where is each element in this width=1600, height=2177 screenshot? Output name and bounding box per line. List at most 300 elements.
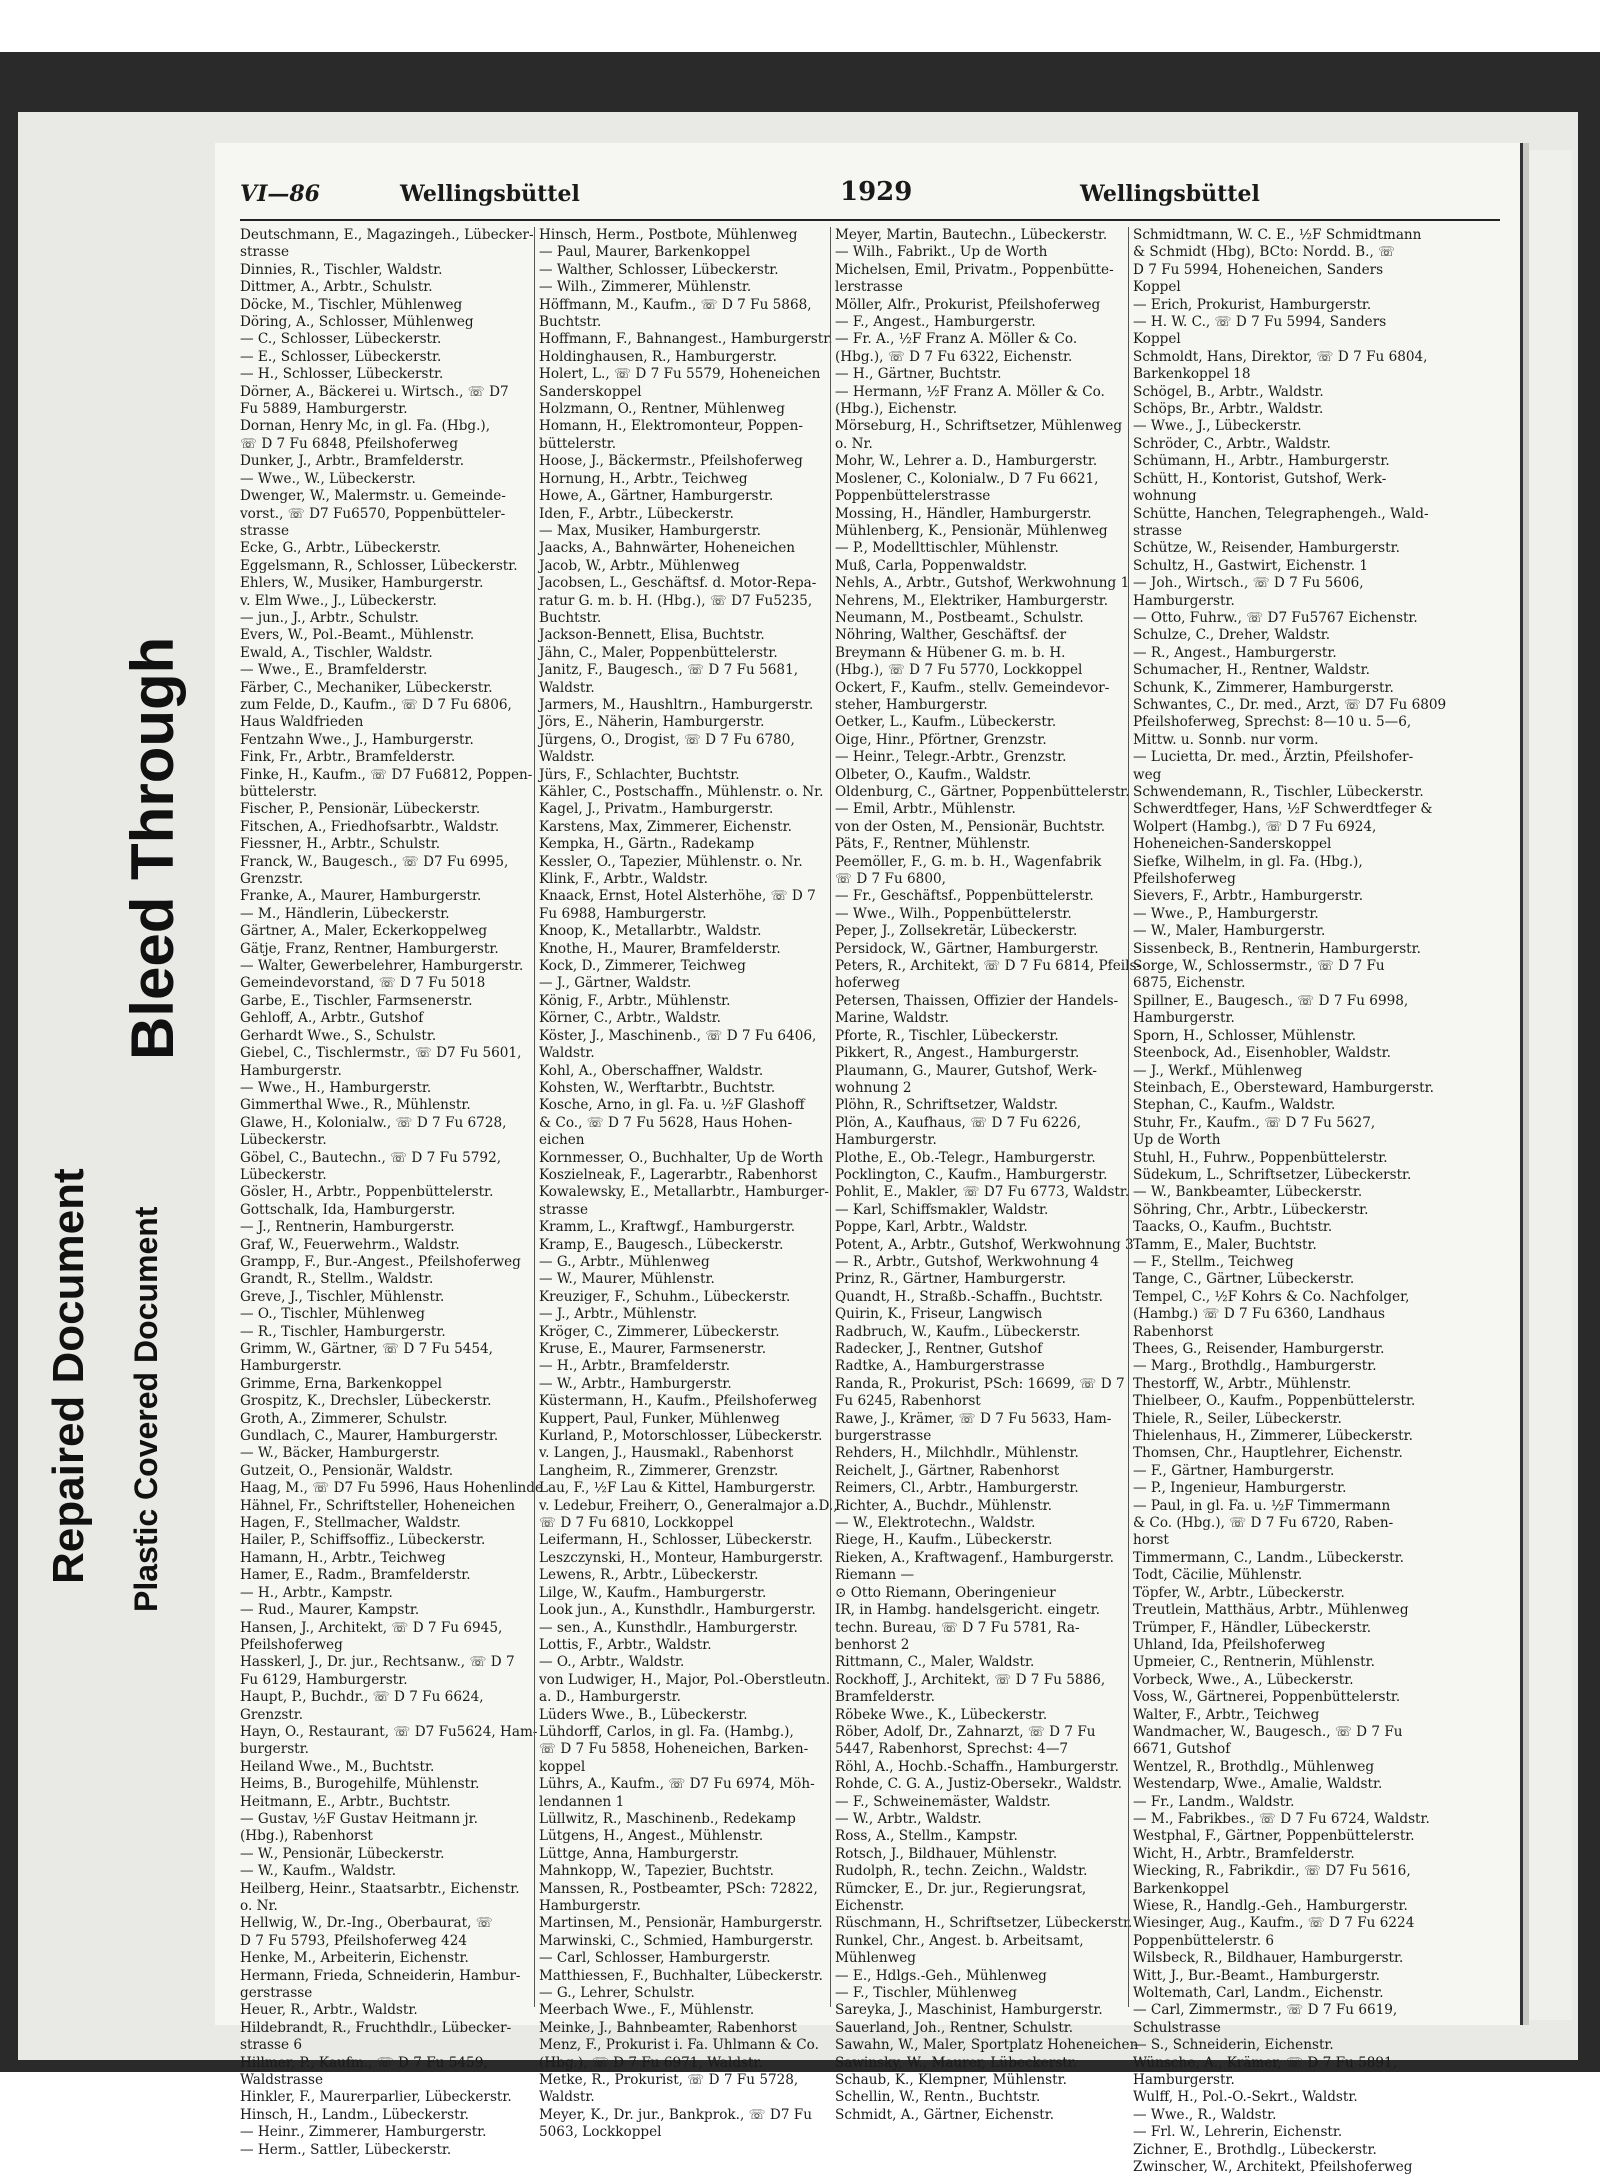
directory-entry: Lewens, R., Arbtr., Lübeckerstr. <box>539 1567 759 1584</box>
directory-entry: Radtke, A., Hamburgerstrasse <box>835 1358 1045 1375</box>
directory-entry: Hasskerl, J., Dr. jur., Rechtsanw., ☏ D 7 <box>240 1654 515 1671</box>
directory-entry: Heilberg, Heinr., Staatsarbtr., Eichenstr. <box>240 1880 520 1897</box>
directory-entry: Meinke, J., Bahnbeamter, Rabenhorst <box>539 2019 797 2036</box>
directory-entry: — Walter, Gewerbelehrer, Hamburgerstr. <box>240 958 524 975</box>
directory-entry: burgerstr. <box>240 1741 309 1758</box>
directory-entry: Plaumann, G., Maurer, Gutshof, Werk- <box>835 1062 1097 1079</box>
directory-entry: Tamm, E., Maler, Buchtstr. <box>1133 1236 1317 1253</box>
directory-entry: Päts, F., Rentner, Mühlenstr. <box>835 836 1031 853</box>
directory-entry: Dunker, J., Arbtr., Bramfelderstr. <box>240 453 465 470</box>
directory-entry: Sporn, H., Schlosser, Mühlenstr. <box>1133 1027 1357 1044</box>
directory-entry: Grospitz, K., Drechsler, Lübeckerstr. <box>240 1393 492 1410</box>
directory-entry: Buchtstr. <box>539 609 602 626</box>
directory-entry: Grandt, R., Stellm., Waldstr. <box>240 1271 434 1288</box>
directory-entry: — Wwe., W., Lübeckerstr. <box>240 470 416 487</box>
directory-entry: Schwendemann, R., Tischler, Lübeckerstr. <box>1133 784 1424 800</box>
directory-entry: Schultz, H., Gastwirt, Eichenstr. 1 <box>1133 557 1369 574</box>
running-title-left: Wellingsbüttel <box>400 181 580 207</box>
directory-entry: Karstens, Max, Zimmerer, Eichenstr. <box>539 818 792 835</box>
directory-page <box>215 143 1523 2176</box>
directory-entry: — W., Kaufm., Waldstr. <box>240 1863 397 1880</box>
directory-entry: Koppel <box>1133 279 1181 296</box>
directory-entry: Schwerdtfeger, Hans, ½F Schwerdtfeger & <box>1133 801 1433 818</box>
directory-entry: Kohsten, W., Werftarbtr., Buchtstr. <box>539 1079 776 1096</box>
directory-entry: Eggelsmann, R., Schlosser, Lübeckerstr. <box>240 557 518 574</box>
directory-entry: — Lucietta, Dr. med., Ärztin, Pfeilshofer- <box>1133 749 1414 766</box>
directory-entry: Hansen, J., Architekt, ☏ D 7 Fu 6945, <box>240 1619 503 1636</box>
directory-entry: Hinkler, F., Maurerparlier, Lübeckerstr. <box>240 2089 512 2106</box>
directory-entry: Dwenger, W., Malermstr. u. Gemeinde- <box>240 488 506 505</box>
directory-entry: Schmoldt, Hans, Direktor, ☏ D 7 Fu 6804, <box>1133 348 1428 365</box>
directory-entry: — Erich, Prokurist, Hamburgerstr. <box>1133 296 1372 313</box>
directory-entry: 6875, Eichenstr. <box>1133 975 1246 992</box>
directory-entry: — Wwe., Wilh., Poppenbüttelerstr. <box>835 905 1072 922</box>
directory-entry: Franke, A., Maurer, Hamburgerstr. <box>240 888 482 905</box>
directory-entry: Jürgens, O., Drogist, ☏ D 7 Fu 6780, <box>539 731 795 748</box>
directory-entry: Barkenkoppel <box>1133 1880 1229 1897</box>
directory-entry: Schütte, Hanchen, Telegraphengeh., Wald- <box>1133 505 1429 522</box>
directory-entry: — R., Arbtr., Gutshof, Werkwohnung 4 <box>835 1253 1099 1270</box>
directory-entry: Treutlein, Matthäus, Arbtr., Mühlenweg <box>1133 1602 1409 1619</box>
directory-entry: Zichner, E., Brothdlg., Lübeckerstr. <box>1133 2141 1377 2158</box>
directory-entry: Up de Worth <box>1133 1132 1221 1149</box>
directory-entry: — F., Schweinemäster, Waldstr. <box>835 1793 1051 1810</box>
directory-entry: Poppenbüttelerstrasse <box>835 488 991 505</box>
directory-entry: Meyer, Martin, Bautechn., Lübeckerstr. <box>835 227 1108 243</box>
directory-entry: — Fr., Geschäftsf., Poppenbüttelerstr. <box>835 888 1094 905</box>
directory-entry: Pfeilshoferweg <box>240 1636 343 1653</box>
directory-entry: — Joh., Wirtsch., ☏ D 7 Fu 5606, <box>1133 575 1364 592</box>
directory-entry: — W., Maler, Hamburgerstr. <box>1133 923 1326 940</box>
directory-entry: Look jun., A., Kunsthdlr., Hamburgerstr. <box>539 1602 816 1619</box>
directory-entry: Wolpert (Hambg.), ☏ D 7 Fu 6924, <box>1133 818 1377 835</box>
directory-entry: Schaub, K., Klempner, Mühlenstr. <box>835 2072 1067 2089</box>
directory-entry: Thomsen, Chr., Hauptlehrer, Eichenstr. <box>1133 1445 1403 1462</box>
directory-entry: Fitschen, A., Friedhofsarbtr., Waldstr. <box>240 818 500 835</box>
directory-entry: Sissenbeck, B., Rentnerin, Hamburgerstr. <box>1133 940 1421 957</box>
directory-entry: — Frl. W., Lehrerin, Eichenstr. <box>1133 2124 1343 2141</box>
directory-entry: Lütgens, H., Angest., Mühlenstr. <box>539 1828 764 1845</box>
directory-entry: Thielenhaus, H., Zimmerer, Lübeckerstr. <box>1133 1428 1413 1445</box>
directory-entry: Hamburgerstr. <box>835 1132 937 1149</box>
directory-entry: hoferweg <box>835 975 900 992</box>
directory-entry: wohnung 2 <box>835 1079 912 1096</box>
directory-entry: Eichenstr. <box>835 1898 905 1914</box>
directory-entry: Sawahn, W., Maler, Sportplatz Hoheneichen <box>835 2037 1139 2054</box>
directory-entry: Möller, Alfr., Prokurist, Pfeilshoferweg <box>835 296 1101 313</box>
directory-entry: ☏ D 7 Fu 5858, Hoheneichen, Barken- <box>539 1741 809 1758</box>
directory-entry: Uhland, Ida, Pfeilshoferweg <box>1133 1636 1326 1653</box>
directory-entry: Thees, G., Reisender, Hamburgerstr. <box>1133 1341 1385 1357</box>
directory-entry: Meyer, K., Dr. jur., Bankprok., ☏ D7 Fu <box>539 2106 812 2123</box>
directory-entry: Schütze, W., Reisender, Hamburgerstr. <box>1133 540 1400 557</box>
directory-entry: — P., Ingenieur, Hamburgerstr. <box>1133 1480 1347 1497</box>
directory-entry: Westendarp, Wwe., Amalie, Waldstr. <box>1133 1776 1383 1793</box>
directory-entry: Gehloff, A., Arbtr., Gutshof <box>240 1010 424 1027</box>
directory-entry: Graf, W., Feuerwehrm., Waldstr. <box>240 1236 460 1253</box>
directory-entry: Hagen, F., Stellmacher, Waldstr. <box>240 1515 461 1532</box>
directory-entry: (Hbg.), Eichenstr. <box>835 401 958 418</box>
directory-entry: — J., Rentnerin, Hamburgerstr. <box>240 1219 455 1236</box>
directory-entry: Finke, H., Kaufm., ☏ D7 Fu6812, Poppen- <box>240 766 533 783</box>
directory-entry: Kock, D., Zimmerer, Teichweg <box>539 958 746 975</box>
directory-entry: Schulstrasse <box>1133 2019 1221 2036</box>
directory-entry: Hayn, O., Restaurant, ☏ D7 Fu5624, Ham- <box>240 1723 538 1740</box>
directory-entry: 5447, Rabenhorst, Sprechst: 4—7 <box>835 1741 1069 1758</box>
directory-entry: Südekum, L., Schriftsetzer, Lübeckerstr. <box>1133 1166 1412 1183</box>
directory-entry: techn. Bureau, ☏ D 7 Fu 5781, Ra- <box>835 1619 1080 1636</box>
directory-entry: — Paul, Maurer, Barkenkoppel <box>539 244 751 261</box>
directory-entry: — C., Schlosser, Lübeckerstr. <box>240 331 442 348</box>
directory-entry: Lottis, F., Arbtr., Waldstr. <box>539 1636 712 1653</box>
directory-entry: Holert, L., ☏ D 7 Fu 5579, Hoheneichen <box>539 366 821 383</box>
directory-entry: Zwinscher, W., Architekt, Pfeilshoferweg <box>1133 2159 1413 2176</box>
directory-entry: Kagel, J., Privatm., Hamburgerstr. <box>539 801 774 818</box>
directory-entry: Voss, W., Gärtnerei, Poppenbüttelerstr. <box>1133 1689 1401 1706</box>
directory-entry: Garbe, E., Tischler, Farmsenerstr. <box>240 992 473 1009</box>
directory-entry: — E., Schlosser, Lübeckerstr. <box>240 348 442 365</box>
directory-entry: Hamburgerstr. <box>1133 592 1235 609</box>
directory-entry: Gemeindevorstand, ☏ D 7 Fu 5018 <box>240 975 486 992</box>
directory-entry: Grimm, W., Gärtner, ☏ D 7 Fu 5454, <box>240 1341 493 1357</box>
directory-entry: Sareyka, J., Maschinist, Hamburgerstr. <box>835 2002 1103 2019</box>
directory-entry: Potent, A., Arbtr., Gutshof, Werkwohnung 3 <box>835 1236 1134 1253</box>
directory-entry: Gutzeit, O., Pensionär, Waldstr. <box>240 1462 454 1479</box>
directory-entry: D 7 Fu 5793, Pfeilshoferweg 424 <box>240 1932 467 1949</box>
directory-entry: Fu 6245, Rabenhorst <box>835 1393 981 1410</box>
page-number: VI—86 <box>240 181 320 207</box>
directory-entry: Meerbach Wwe., F., Mühlenstr. <box>539 2002 755 2019</box>
directory-entry: Groth, A., Zimmerer, Schulstr. <box>240 1410 448 1427</box>
directory-entry: Jähn, C., Maler, Poppenbüttelerstr. <box>539 644 778 661</box>
directory-entry: ⊙ Otto Riemann, Oberingenieur <box>835 1584 1056 1601</box>
directory-entry: Langheim, R., Zimmerer, Grenzstr. <box>539 1462 779 1479</box>
directory-entry: (Hambg.) ☏ D 7 Fu 6360, Landhaus <box>1133 1306 1385 1323</box>
directory-entry: Fischer, P., Pensionär, Lübeckerstr. <box>240 801 481 818</box>
directory-entry: — Karl, Schiffsmakler, Waldstr. <box>835 1201 1049 1218</box>
directory-entry: Jaacks, A., Bahnwärter, Hoheneichen <box>539 540 796 557</box>
directory-entry: Jürs, F., Schlachter, Buchtstr. <box>539 766 740 783</box>
directory-entry: Kramm, L., Kraftwgf., Hamburgerstr. <box>539 1219 796 1236</box>
directory-entry: — G., Arbtr., Mühlenweg <box>539 1253 710 1270</box>
directory-entry: — J., Arbtr., Mühlenstr. <box>539 1306 698 1323</box>
directory-entry: v. Langen, J., Hausmakl., Rabenhorst <box>539 1445 794 1462</box>
directory-entry: Lühdorff, Carlos, in gl. Fa. (Hambg.), <box>539 1723 794 1740</box>
directory-entry: Rittmann, C., Maler, Waldstr. <box>835 1654 1035 1671</box>
directory-entry: Pohlit, E., Makler, ☏ D7 Fu 6773, Waldstr. <box>835 1184 1130 1201</box>
directory-entry: (Hbg.), ☏ D 7 Fu 6971, Waldstr. <box>539 2054 763 2071</box>
directory-entry: Söhring, Chr., Arbtr., Lübeckerstr. <box>1133 1201 1369 1218</box>
directory-entry: Henke, M., Arbeiterin, Eichenstr. <box>240 1950 469 1967</box>
directory-entry: Steenbock, Ad., Eisenhobler, Waldstr. <box>1133 1045 1391 1062</box>
directory-entry: Hoose, J., Bäckermstr., Pfeilshoferweg <box>539 453 803 470</box>
directory-entry: — Rud., Maurer, Kampstr. <box>240 1602 420 1619</box>
directory-entry: gerstrasse <box>240 1985 313 2002</box>
directory-entry: Mühlenweg <box>835 1950 916 1967</box>
directory-entry: Martinsen, M., Pensionär, Hamburgerstr. <box>539 1915 823 1932</box>
directory-entry: Heuer, R., Arbtr., Waldstr. <box>240 2002 418 2019</box>
directory-entry: Steinbach, E., Obersteward, Hamburgerstr. <box>1133 1079 1434 1096</box>
directory-entry: Grenzstr. <box>240 1706 304 1723</box>
directory-entry: Knothe, H., Maurer, Bramfelderstr. <box>539 940 781 957</box>
directory-entry: Schumacher, H., Rentner, Waldstr. <box>1133 662 1370 679</box>
directory-entry: — H., Arbtr., Kampstr. <box>240 1584 393 1601</box>
directory-entry: Hellwig, W., Dr.-Ing., Oberbaurat, ☏ <box>240 1915 493 1932</box>
directory-entry: — H., Schlosser, Lübeckerstr. <box>240 366 444 383</box>
directory-entry: Lüllwitz, R., Maschinenb., Redekamp <box>539 1810 796 1827</box>
directory-entry: — F., Stellm., Teichweg <box>1133 1253 1294 1270</box>
directory-entry: — W., Pensionär, Lübeckerstr. <box>240 1845 445 1862</box>
directory-entry: Wicht, H., Arbtr., Bramfelderstr. <box>1133 1845 1355 1862</box>
directory-entry: — Wwe., J., Lübeckerstr. <box>1133 418 1302 435</box>
directory-entry: 6671, Gutshof <box>1133 1741 1231 1758</box>
running-title-right: Wellingsbüttel <box>1080 181 1260 207</box>
directory-entry: Fu 5889, Hamburgerstr. <box>240 401 408 418</box>
directory-entry: Metke, R., Prokurist, ☏ D 7 Fu 5728, <box>539 2072 799 2089</box>
directory-entry: burgerstrasse <box>835 1428 932 1445</box>
directory-entry: — W., Bäcker, Hamburgerstr. <box>240 1445 440 1462</box>
bleed-through-label: Bleed Through <box>119 636 186 1060</box>
directory-entry: Schellin, W., Rentn., Buchtstr. <box>835 2089 1041 2106</box>
directory-entry: — Wwe., E., Bramfelderstr. <box>240 662 428 679</box>
directory-entry: — R., Angest., Hamburgerstr. <box>1133 644 1337 661</box>
directory-entry: Pforte, R., Tischler, Lübeckerstr. <box>835 1027 1059 1044</box>
directory-entry: — Wwe., P., Hamburgerstr. <box>1133 905 1319 922</box>
directory-entry: Siefke, Wilhelm, in gl. Fa. (Hbg.), <box>1133 853 1363 870</box>
directory-entry: von Ludwiger, H., Major, Pol.-Oberstleutn. <box>539 1671 831 1688</box>
directory-entry: — Emil, Arbtr., Mühlenstr. <box>835 801 1016 818</box>
directory-entry: Schmidt, A., Gärtner, Eichenstr. <box>835 2106 1055 2123</box>
directory-entry: Pfeilshoferweg, Sprechst: 8—10 u. 5—6, <box>1133 714 1412 731</box>
directory-entry: — G., Lehrer, Schulstr. <box>539 1985 695 2002</box>
next-page-edge <box>1525 150 1572 2020</box>
directory-entry: Marine, Waldstr. <box>835 1010 950 1027</box>
directory-entry: Breymann & Hübener G. m. b. H. <box>835 644 1066 661</box>
directory-entry: — Gustav, ½F Gustav Heitmann jr. <box>240 1810 478 1827</box>
directory-entry: Vorbeck, Wwe., A., Lübeckerstr. <box>1133 1671 1354 1688</box>
directory-entry: Riege, H., Kaufm., Lübeckerstr. <box>835 1532 1053 1549</box>
directory-entry: Plön, A., Kaufhaus, ☏ D 7 Fu 6226, <box>835 1114 1082 1131</box>
directory-entry: Hinsch, Herm., Postbote, Mühlenweg <box>539 227 798 243</box>
directory-entry: — W., Arbtr., Waldstr. <box>835 1810 982 1827</box>
directory-entry: Haupt, P., Buchdr., ☏ D 7 Fu 6624, <box>240 1689 484 1706</box>
directory-entry: — J., Gärtner, Waldstr. <box>539 975 692 992</box>
directory-entry: Koppel <box>1133 331 1181 348</box>
directory-entry: Haag, M., ☏ D7 Fu 5996, Haus Hohenlinde <box>240 1480 544 1497</box>
directory-entry: — Wwe., R., Waldstr. <box>1133 2106 1277 2123</box>
directory-entry: Höffmann, M., Kaufm., ☏ D 7 Fu 5868, <box>539 296 812 313</box>
directory-entry: Heitmann, E., Arbtr., Buchtstr. <box>240 1793 451 1810</box>
directory-entry: Fentzahn Wwe., J., Hamburgerstr. <box>240 731 474 748</box>
directory-entry: Taacks, O., Kaufm., Buchtstr. <box>1133 1219 1333 1236</box>
directory-entry: Rudolph, R., techn. Zeichn., Waldstr. <box>835 1863 1088 1880</box>
directory-entry: Michelsen, Emil, Privatm., Poppenbütte- <box>835 261 1114 278</box>
directory-entry: Thielbeer, O., Kaufm., Poppenbüttelerstr. <box>1133 1393 1416 1410</box>
directory-entry: Neumann, M., Postbeamt., Schulstr. <box>835 609 1084 626</box>
directory-entry: — R., Tischler, Hamburgerstr. <box>240 1323 446 1340</box>
directory-entry: Jörs, E., Näherin, Hamburgerstr. <box>539 714 765 731</box>
directory-entry: Grampp, F., Bur.-Angest., Pfeilshoferweg <box>240 1253 521 1270</box>
directory-entry: Peper, J., Zollsekretär, Lübeckerstr. <box>835 923 1078 940</box>
directory-entry: Rieken, A., Kraftwagenf., Hamburgerstr. <box>835 1549 1114 1566</box>
directory-entry: eichen <box>539 1132 585 1149</box>
directory-entry: Gimmerthal Wwe., R., Mühlenstr. <box>240 1097 471 1114</box>
directory-entry: Waldstrasse <box>240 2072 323 2089</box>
directory-entry: Runkel, Chr., Angest. b. Arbeitsamt, <box>835 1932 1084 1949</box>
directory-entry: Bramfelderstr. <box>835 1689 935 1706</box>
directory-entry: Lau, F., ½F Lau & Kittel, Hamburgerstr. <box>539 1480 816 1497</box>
directory-entry: — H., Gärtner, Buchtstr. <box>835 366 1002 383</box>
directory-entry: zum Felde, D., Kaufm., ☏ D 7 Fu 6806, <box>240 696 512 713</box>
directory-entry: Mittw. u. Sonnb. nur vorm. <box>1133 731 1319 748</box>
directory-entry: — Heinr., Zimmerer, Hamburgerstr. <box>240 2124 487 2141</box>
directory-entry: & Co. (Hbg.), ☏ D 7 Fu 6720, Raben- <box>1133 1515 1394 1532</box>
directory-entry: Hähnel, Fr., Schriftsteller, Hoheneichen <box>240 1497 515 1514</box>
directory-entry: & Co., ☏ D 7 Fu 5628, Haus Hohen- <box>539 1114 793 1131</box>
directory-entry: Reimers, Cl., Arbtr., Hamburgerstr. <box>835 1480 1079 1497</box>
year-heading: 1929 <box>840 177 913 207</box>
directory-entry: Fu 6988, Hamburgerstr. <box>539 905 707 922</box>
directory-entry: Grimme, Erna, Barkenkoppel <box>240 1375 442 1392</box>
directory-entry: Prinz, R., Gärtner, Hamburgerstr. <box>835 1271 1066 1288</box>
directory-entry: Poppe, Karl, Arbtr., Waldstr. <box>835 1219 1028 1236</box>
directory-entry: — W., Maurer, Mühlenstr. <box>539 1271 715 1288</box>
directory-entry: — P., Modellttischler, Mühlenstr. <box>835 540 1059 557</box>
directory-entry: Nehls, A., Arbtr., Gutshof, Werkwohnung 1 <box>835 575 1130 592</box>
directory-entry: — Fr. A., ½F Franz A. Möller & Co. <box>835 331 1078 348</box>
directory-entry: Kruse, E., Maurer, Farmsenerstr. <box>539 1341 767 1357</box>
directory-entry: Pikkert, R., Angest., Hamburgerstr. <box>835 1045 1080 1062</box>
directory-entry: Hamann, H., Arbtr., Teichweg <box>240 1549 446 1566</box>
page-header <box>240 173 1500 221</box>
directory-entry: Radbruch, W., Kaufm., Lübeckerstr. <box>835 1323 1081 1340</box>
directory-entry: Heims, B., Burogehilfe, Mühlenstr. <box>240 1776 480 1793</box>
directory-entry: Hamburgerstr. <box>240 1358 342 1375</box>
directory-entry: ☏ D 7 Fu 6800, <box>835 871 946 888</box>
directory-entry: Gätje, Franz, Rentner, Hamburgerstr. <box>240 940 499 957</box>
directory-entry: Döcke, M., Tischler, Mühlenweg <box>240 296 463 313</box>
directory-entry: — H., Arbtr., Bramfelderstr. <box>539 1358 731 1375</box>
directory-entry: Richter, A., Buchdr., Mühlenstr. <box>835 1497 1053 1514</box>
directory-entry: Schümann, H., Arbtr., Hamburgerstr. <box>1133 453 1390 470</box>
directory-entry: — O., Arbtr., Waldstr. <box>539 1654 685 1671</box>
directory-entry: Wilsbeck, R., Bildhauer, Hamburgerstr. <box>1133 1950 1404 1967</box>
directory-entry: Waldstr. <box>539 749 595 766</box>
directory-entry: wohnung <box>1133 488 1197 505</box>
directory-entry: — E., Hdlgs.-Geh., Mühlenweg <box>835 1967 1047 1984</box>
directory-entry: Persidock, W., Gärtner, Hamburgerstr. <box>835 940 1099 957</box>
directory-entry: Kessler, O., Tapezier, Mühlenstr. o. Nr. <box>539 853 803 870</box>
directory-entry: Röber, Adolf, Dr., Zahnarzt, ☏ D 7 Fu <box>835 1723 1096 1740</box>
directory-entry: Waldstr. <box>539 679 595 696</box>
directory-entry: Matthiessen, F., Buchhalter, Lübeckerstr. <box>539 1967 823 1984</box>
directory-entry: — Max, Musiker, Hamburgerstr. <box>539 522 761 539</box>
directory-entry: Oldenburg, C., Gärtner, Poppenbüttelerstr. <box>835 784 1130 800</box>
directory-entry: Färber, C., Mechaniker, Lübeckerstr. <box>240 679 493 696</box>
directory-entry: Woltemath, Carl, Landm., Eichenstr. <box>1133 1985 1384 2002</box>
directory-entry: (Hbg.), ☏ D 7 Fu 6322, Eichenstr. <box>835 348 1073 365</box>
directory-entry: Schmidtmann, W. C. E., ½F Schmidtmann <box>1133 227 1422 243</box>
directory-entry: Radecker, J., Rentner, Gutshof <box>835 1341 1043 1357</box>
directory-entry: Timmermann, C., Landm., Lübeckerstr. <box>1133 1549 1404 1566</box>
directory-entry: Lührs, A., Kaufm., ☏ D7 Fu 6974, Möh- <box>539 1776 815 1793</box>
directory-entry: Küstermann, H., Kaufm., Pfeilshoferweg <box>539 1393 818 1410</box>
directory-entry: Sauerland, Joh., Rentner, Schulstr. <box>835 2019 1074 2036</box>
directory-entry: Mossing, H., Händler, Hamburgerstr. <box>835 505 1092 522</box>
directory-entry: Kowalewsky, E., Metallarbtr., Hamburger- <box>539 1184 829 1201</box>
directory-entry: Deutschmann, E., Magazingeh., Lübecker- <box>240 227 534 243</box>
directory-entry: Sievers, F., Arbtr., Hamburgerstr. <box>1133 888 1364 905</box>
directory-entry: — sen., A., Kunsthdlr., Hamburgerstr. <box>539 1619 798 1636</box>
directory-entry: Sorge, W., Schlossermstr., ☏ D 7 Fu <box>1133 958 1385 975</box>
directory-entry: Thestorff, W., Arbtr., Mühlenstr. <box>1133 1375 1352 1392</box>
directory-entry: — M., Händlerin, Lübeckerstr. <box>240 905 450 922</box>
directory-entry: — S., Schneiderin, Eichenstr. <box>1133 2037 1334 2054</box>
directory-entry: Ehlers, W., Musiker, Hamburgerstr. <box>240 575 484 592</box>
directory-entry: Rotsch, J., Bildhauer, Mühlenstr. <box>835 1845 1058 1862</box>
directory-entry: D 7 Fu 5994, Hoheneichen, Sanders <box>1133 261 1384 278</box>
directory-entry: Hamburgerstr. <box>539 1898 641 1914</box>
directory-entry: Röbeke Wwe., K., Lübeckerstr. <box>835 1706 1048 1723</box>
directory-entry: Westphal, F., Gärtner, Poppenbüttelerstr. <box>1133 1828 1415 1845</box>
directory-entry: Jackson-Bennett, Elisa, Buchtstr. <box>539 627 765 644</box>
directory-entry: — F., Angest., Hamburgerstr. <box>835 314 1036 331</box>
column-2 <box>534 227 838 2141</box>
directory-entry: — Fr., Landm., Waldstr. <box>1133 1793 1295 1810</box>
directory-entry: — W., Bankbeamter, Lübeckerstr. <box>1133 1184 1363 1201</box>
directory-entry: horst <box>1133 1532 1169 1549</box>
directory-entry: Döring, A., Schlosser, Mühlenweg <box>240 314 474 331</box>
directory-entry: Dittmer, A., Arbtr., Schulstr. <box>240 279 433 296</box>
directory-entry: Oige, Hinr., Pförtner, Grenzstr. <box>835 731 1047 748</box>
directory-entry: Mohr, W., Lehrer a. D., Hamburgerstr. <box>835 453 1098 470</box>
directory-entry: Fu 6129, Hamburgerstr. <box>240 1671 408 1688</box>
directory-entry: Peters, R., Architekt, ☏ D 7 Fu 6814, Pfeils- <box>835 958 1142 975</box>
directory-entry: Kurland, P., Motorschlosser, Lübeckerstr. <box>539 1428 823 1445</box>
directory-entry: Heiland Wwe., M., Buchtstr. <box>240 1758 435 1775</box>
directory-entry: (Hbg.), ☏ D 7 Fu 5770, Lockkoppel <box>835 662 1083 679</box>
directory-entry: Schulze, C., Dreher, Waldstr. <box>1133 627 1331 644</box>
directory-entry: Wentzel, R., Brothdlg., Mühlenweg <box>1133 1758 1375 1775</box>
directory-entry: Wulff, H., Pol.-O.-Sekrt., Waldstr. <box>1133 2089 1358 2106</box>
plastic-covered-label: Plastic Covered Document <box>128 1206 164 1612</box>
directory-entry: Reichelt, J., Gärtner, Rabenhorst <box>835 1462 1060 1479</box>
directory-entry: Körner, C., Arbtr., Waldstr. <box>539 1010 721 1027</box>
directory-entry: ☏ D 7 Fu 6848, Pfeilshoferweg <box>240 435 459 452</box>
directory-entry: Gottschalk, Ida, Hamburgerstr. <box>240 1201 456 1218</box>
directory-entry: — Carl, Schlosser, Hamburgerstr. <box>539 1950 771 1967</box>
directory-entry: Hamer, E., Radm., Bramfelderstr. <box>240 1567 471 1584</box>
directory-entry: vorst., ☏ D7 Fu6570, Poppenbütteler- <box>240 505 506 522</box>
directory-entry: Kramp, E., Baugesch., Lübeckerstr. <box>539 1236 784 1253</box>
directory-entry: Wiese, R., Handlg.-Geh., Hamburgerstr. <box>1133 1898 1408 1914</box>
directory-entry: Koszielneak, F., Lagerarbtr., Rabenhorst <box>539 1166 818 1183</box>
column-1 <box>240 227 544 2158</box>
directory-entry: Holzmann, O., Rentner, Mühlenweg <box>539 401 785 418</box>
directory-entry: Pfeilshoferweg <box>1133 871 1236 888</box>
directory-entry: Randa, R., Prokurist, PSch: 16699, ☏ D 7 <box>835 1375 1125 1392</box>
directory-entry: Rawe, J., Krämer, ☏ D 7 Fu 5633, Ham- <box>835 1410 1112 1427</box>
directory-entry: Gundlach, C., Maurer, Hamburgerstr. <box>240 1428 499 1445</box>
directory-entry: — Wilh., Zimmerer, Mühlenstr. <box>539 279 752 296</box>
directory-entry: Barkenkoppel 18 <box>1133 366 1251 383</box>
column-4 <box>1128 227 1497 2176</box>
directory-entry: Ockert, F., Kaufm., stellv. Gemeindevor- <box>835 679 1110 696</box>
directory-entry: Upmeier, C., Rentnerin, Mühlenstr. <box>1133 1654 1375 1671</box>
directory-entry: Dinnies, R., Tischler, Waldstr. <box>240 261 443 278</box>
directory-entry: Jacobsen, L., Geschäftsf. d. Motor-Repa- <box>539 575 817 592</box>
directory-entry: Olbeter, O., Kaufm., Waldstr. <box>835 766 1032 783</box>
